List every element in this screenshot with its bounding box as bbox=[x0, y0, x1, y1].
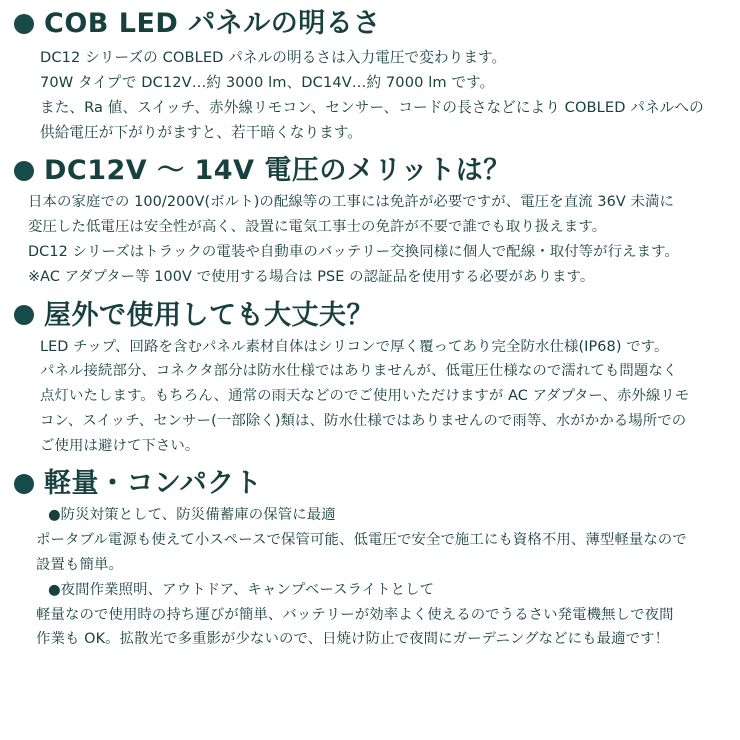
body-line: パネル接続部分、コネクタ部分は防水仕様ではありませんが、低電圧仕様なので濡れても問題なく bbox=[40, 363, 678, 380]
section-heading bbox=[14, 155, 726, 186]
body-line: 軽量なので使用時の持ち運びが簡単、バッテリーが効率よく使えるのでうるさい発電機無しで夜間 bbox=[36, 606, 674, 623]
body-line: DC12 シリーズの COBLED パネルの明るさは入力電圧で変わります。 bbox=[40, 49, 507, 67]
body-line: 点灯いたします。もちろん、通常の雨天などのでご使用いただけますが AC アダプター、赤外線リモ bbox=[40, 388, 690, 405]
filled-circle-bullet-icon bbox=[14, 161, 34, 181]
filled-circle-bullet-icon bbox=[14, 305, 34, 325]
body-line: ご使用は避けて下さい。 bbox=[40, 437, 200, 454]
body-line: 供給電圧が下がりがますと、若干暗くなります。 bbox=[40, 124, 363, 142]
section-voltage-merit bbox=[14, 155, 726, 289]
body-line-bulleted: ●防災対策として、防災備蓄庫の保管に最適 bbox=[48, 507, 336, 524]
section-brightness bbox=[14, 8, 726, 145]
filled-circle-bullet-icon bbox=[14, 474, 34, 494]
body-line: 変圧した低電圧は安全性が高く、設置に電気工事士の免許が不要で誰でも取り扱えます。 bbox=[28, 219, 607, 236]
body-line: 作業も OK。拡散光で多重影が少ないので、日焼け防止で夜間にガーデニングなどにも最適です！ bbox=[36, 631, 670, 648]
section-heading-text: COB LED パネルの明るさ bbox=[44, 8, 381, 39]
body-line: また、Ra 値、スイッチ、赤外線リモコン、センサー、コードの長さなどにより COBLED パネルへの bbox=[40, 99, 704, 117]
body-line-bulleted: ●夜間作業照明、アウトドア、キャンプベースライトとして bbox=[48, 581, 435, 598]
section-heading-text: DC12V 〜 14V 電圧のメリットは？ bbox=[44, 155, 511, 187]
body-line: 設置も簡単。 bbox=[36, 556, 123, 573]
body-line: コン、スイッチ、センサー(一部除く)類は、防水仕様ではありませんので雨等、水がかかる場所での bbox=[40, 412, 687, 429]
body-line: LED チップ、回路を含むパネル素材自体はシリコンで厚く覆ってあり完全防水仕様(IP68) です。 bbox=[40, 338, 669, 355]
body-line: 日本の家庭での 100/200V(ボルト)の配線等の工事には免許が必要ですが、電圧を直流 36V 未満に bbox=[28, 194, 674, 211]
body-line: ※AC アダプター等 100V で使用する場合は PSE の認証品を使用する必要があります。 bbox=[28, 268, 595, 285]
body-line: ポータブル電源も使えて小スペースで保管可能、低電圧で安全で施工にも資格不用、薄型軽量なので bbox=[36, 532, 687, 549]
filled-circle-bullet-icon bbox=[14, 14, 34, 34]
section-outdoor-use bbox=[14, 300, 726, 459]
section-heading bbox=[14, 300, 726, 331]
section-heading bbox=[14, 468, 726, 499]
section-light-compact bbox=[14, 468, 726, 652]
section-heading bbox=[14, 8, 726, 39]
body-line: 70W タイプで DC12V…約 3000 lm、DC14V…約 7000 lm です。 bbox=[40, 74, 495, 92]
section-heading-text: 軽量・コンパクト bbox=[44, 468, 263, 500]
section-heading-text: 屋外で使用しても大丈夫？ bbox=[44, 299, 374, 331]
body-line: DC12 シリーズはトラックの電装や自動車のバッテリー交換同様に個人で配線・取付等が行えます。 bbox=[28, 244, 679, 260]
